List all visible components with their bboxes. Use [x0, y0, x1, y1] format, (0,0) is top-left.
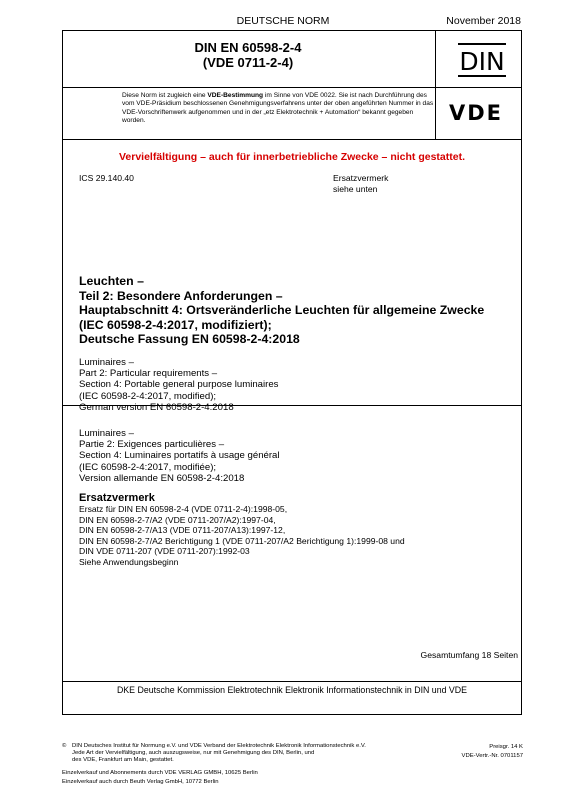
- title-french: [79, 428, 499, 484]
- price-group: Preisgr. 14 K: [489, 744, 523, 750]
- copyright-symbol: ©: [62, 743, 67, 749]
- replacement-line: DIN EN 60598-2-7/A2 Berichtigung 1 (VDE 0711-207/A2 Berichtigung 1):1999-08 und: [79, 535, 405, 546]
- replacement-heading: Ersatzvermerk: [79, 492, 155, 504]
- title-line: Version allemande EN 60598-2-4:2018: [79, 472, 245, 484]
- document-type-label: DEUTSCHE NORM: [236, 15, 330, 27]
- sales-info: [62, 769, 258, 788]
- publication-date: November 2018: [446, 15, 521, 27]
- title-line: Luminaires –: [79, 428, 134, 439]
- vde-note: [122, 92, 438, 126]
- ics-code: ICS 29.140.40: [79, 173, 134, 183]
- replacement-reference: [333, 173, 388, 195]
- copyright-notice: [62, 743, 450, 764]
- title-line: (IEC 60598-2-4:2017, modifiziert);: [79, 317, 272, 332]
- title-line: Section 4: Portable general purpose luminaires: [79, 379, 279, 391]
- replacement-line: Siehe Anwendungsbeginn: [79, 556, 179, 567]
- replacement-line: DIN EN 60598-2-7/A2 (VDE 0711-207/A2):1997-04,: [79, 514, 276, 525]
- replacement-reference-note: siehe unten: [333, 184, 378, 194]
- title-line: (IEC 60598-2-4:2017, modified);: [79, 390, 217, 402]
- replacement-line: DIN VDE 0711-207 (VDE 0711-207):1992-03: [79, 546, 250, 557]
- title-line: Luminaires –: [79, 357, 134, 368]
- copyright-line: Jede Art der Vervielfältigung, auch auszugsweise, nur mit Genehmigung des DIN, Berlin, und: [72, 749, 315, 756]
- title-line: German version EN 60598-2-4:2018: [79, 401, 234, 413]
- price-info: [450, 743, 523, 760]
- dke-committee: DKE Deutsche Kommission Elektrotechnik Elektronik Informationstechnik in DIN und VDE: [116, 685, 468, 695]
- replacement-reference-label: Ersatzvermerk: [333, 173, 389, 183]
- din-logo-text: DIN: [459, 47, 505, 76]
- title-line: (IEC 60598-2-4:2017, modifiée);: [79, 461, 217, 473]
- title-line: Partie 2: Exigences particulières –: [79, 439, 225, 451]
- replacement-line: DIN EN 60598-2-7/A13 (VDE 0711-207/A13):1997-12,: [79, 525, 286, 536]
- copy-warning: Vervielfältigung – auch für innerbetriebliche Zwecke – nicht gestattet.: [118, 151, 465, 163]
- title-line: Part 2: Particular requirements –: [79, 368, 218, 380]
- copyright-line: des VDE, Frankfurt am Main, gestattet.: [72, 756, 174, 763]
- title-german: [79, 274, 519, 347]
- title-line: Hauptabschnitt 4: Ortsveränderliche Leuchten für allgemeine Zwecke: [79, 303, 485, 318]
- standard-number: [62, 40, 434, 70]
- divider: [63, 87, 521, 88]
- vde-note-bold: VDE-Bestimmung: [207, 92, 264, 99]
- title-english: [79, 357, 499, 413]
- vde-note-text: im Sinne von VDE 0022. Sie ist nach Durchführung des vom VDE-Präsidium beschlossenen Genehmigungsverfahrens unter der oben angeführten Nummer in das VDE-Vorschriftenwerk aufgenommen und in der „etz Elektrotechnik + Automation“ bekannt gegeben worden.: [122, 92, 434, 125]
- title-line: Teil 2: Besondere Anforderungen –: [79, 288, 283, 303]
- din-logo: [457, 43, 507, 77]
- vde-note-text: Diese Norm ist zugleich eine: [122, 92, 208, 99]
- sales-line: Einzelverkauf und Abonnements durch VDE VERLAG GMBH, 10625 Berlin: [62, 770, 258, 776]
- din-standard-number: DIN EN 60598-2-4: [194, 40, 302, 55]
- title-line: Section 4: Luminaires portatifs à usage général: [79, 450, 280, 462]
- replacement-list: [79, 504, 519, 568]
- divider: [63, 139, 521, 140]
- sales-line: Einzelverkauf auch durch Beuth Verlag GmbH, 10772 Berlin: [62, 779, 219, 786]
- copyright-line: DIN Deutsches Institut für Normung e.V. und VDE Verband der Elektrotechnik Elektronik Informationstechnik e.V.: [72, 743, 366, 749]
- divider: [63, 681, 521, 682]
- replacement-line: Ersatz für DIN EN 60598-2-4 (VDE 0711-2-4):1998-05,: [79, 504, 288, 514]
- vde-classification-number: (VDE 0711-2-4): [202, 55, 294, 70]
- title-line: Deutsche Fassung EN 60598-2-4:2018: [79, 332, 300, 347]
- total-pages: Gesamtumfang 18 Seiten: [420, 650, 518, 660]
- title-line: Leuchten –: [79, 274, 144, 288]
- vde-order-number: VDE-Vertr.-Nr. 0701157: [461, 752, 523, 759]
- vde-logo: VDE: [449, 101, 504, 125]
